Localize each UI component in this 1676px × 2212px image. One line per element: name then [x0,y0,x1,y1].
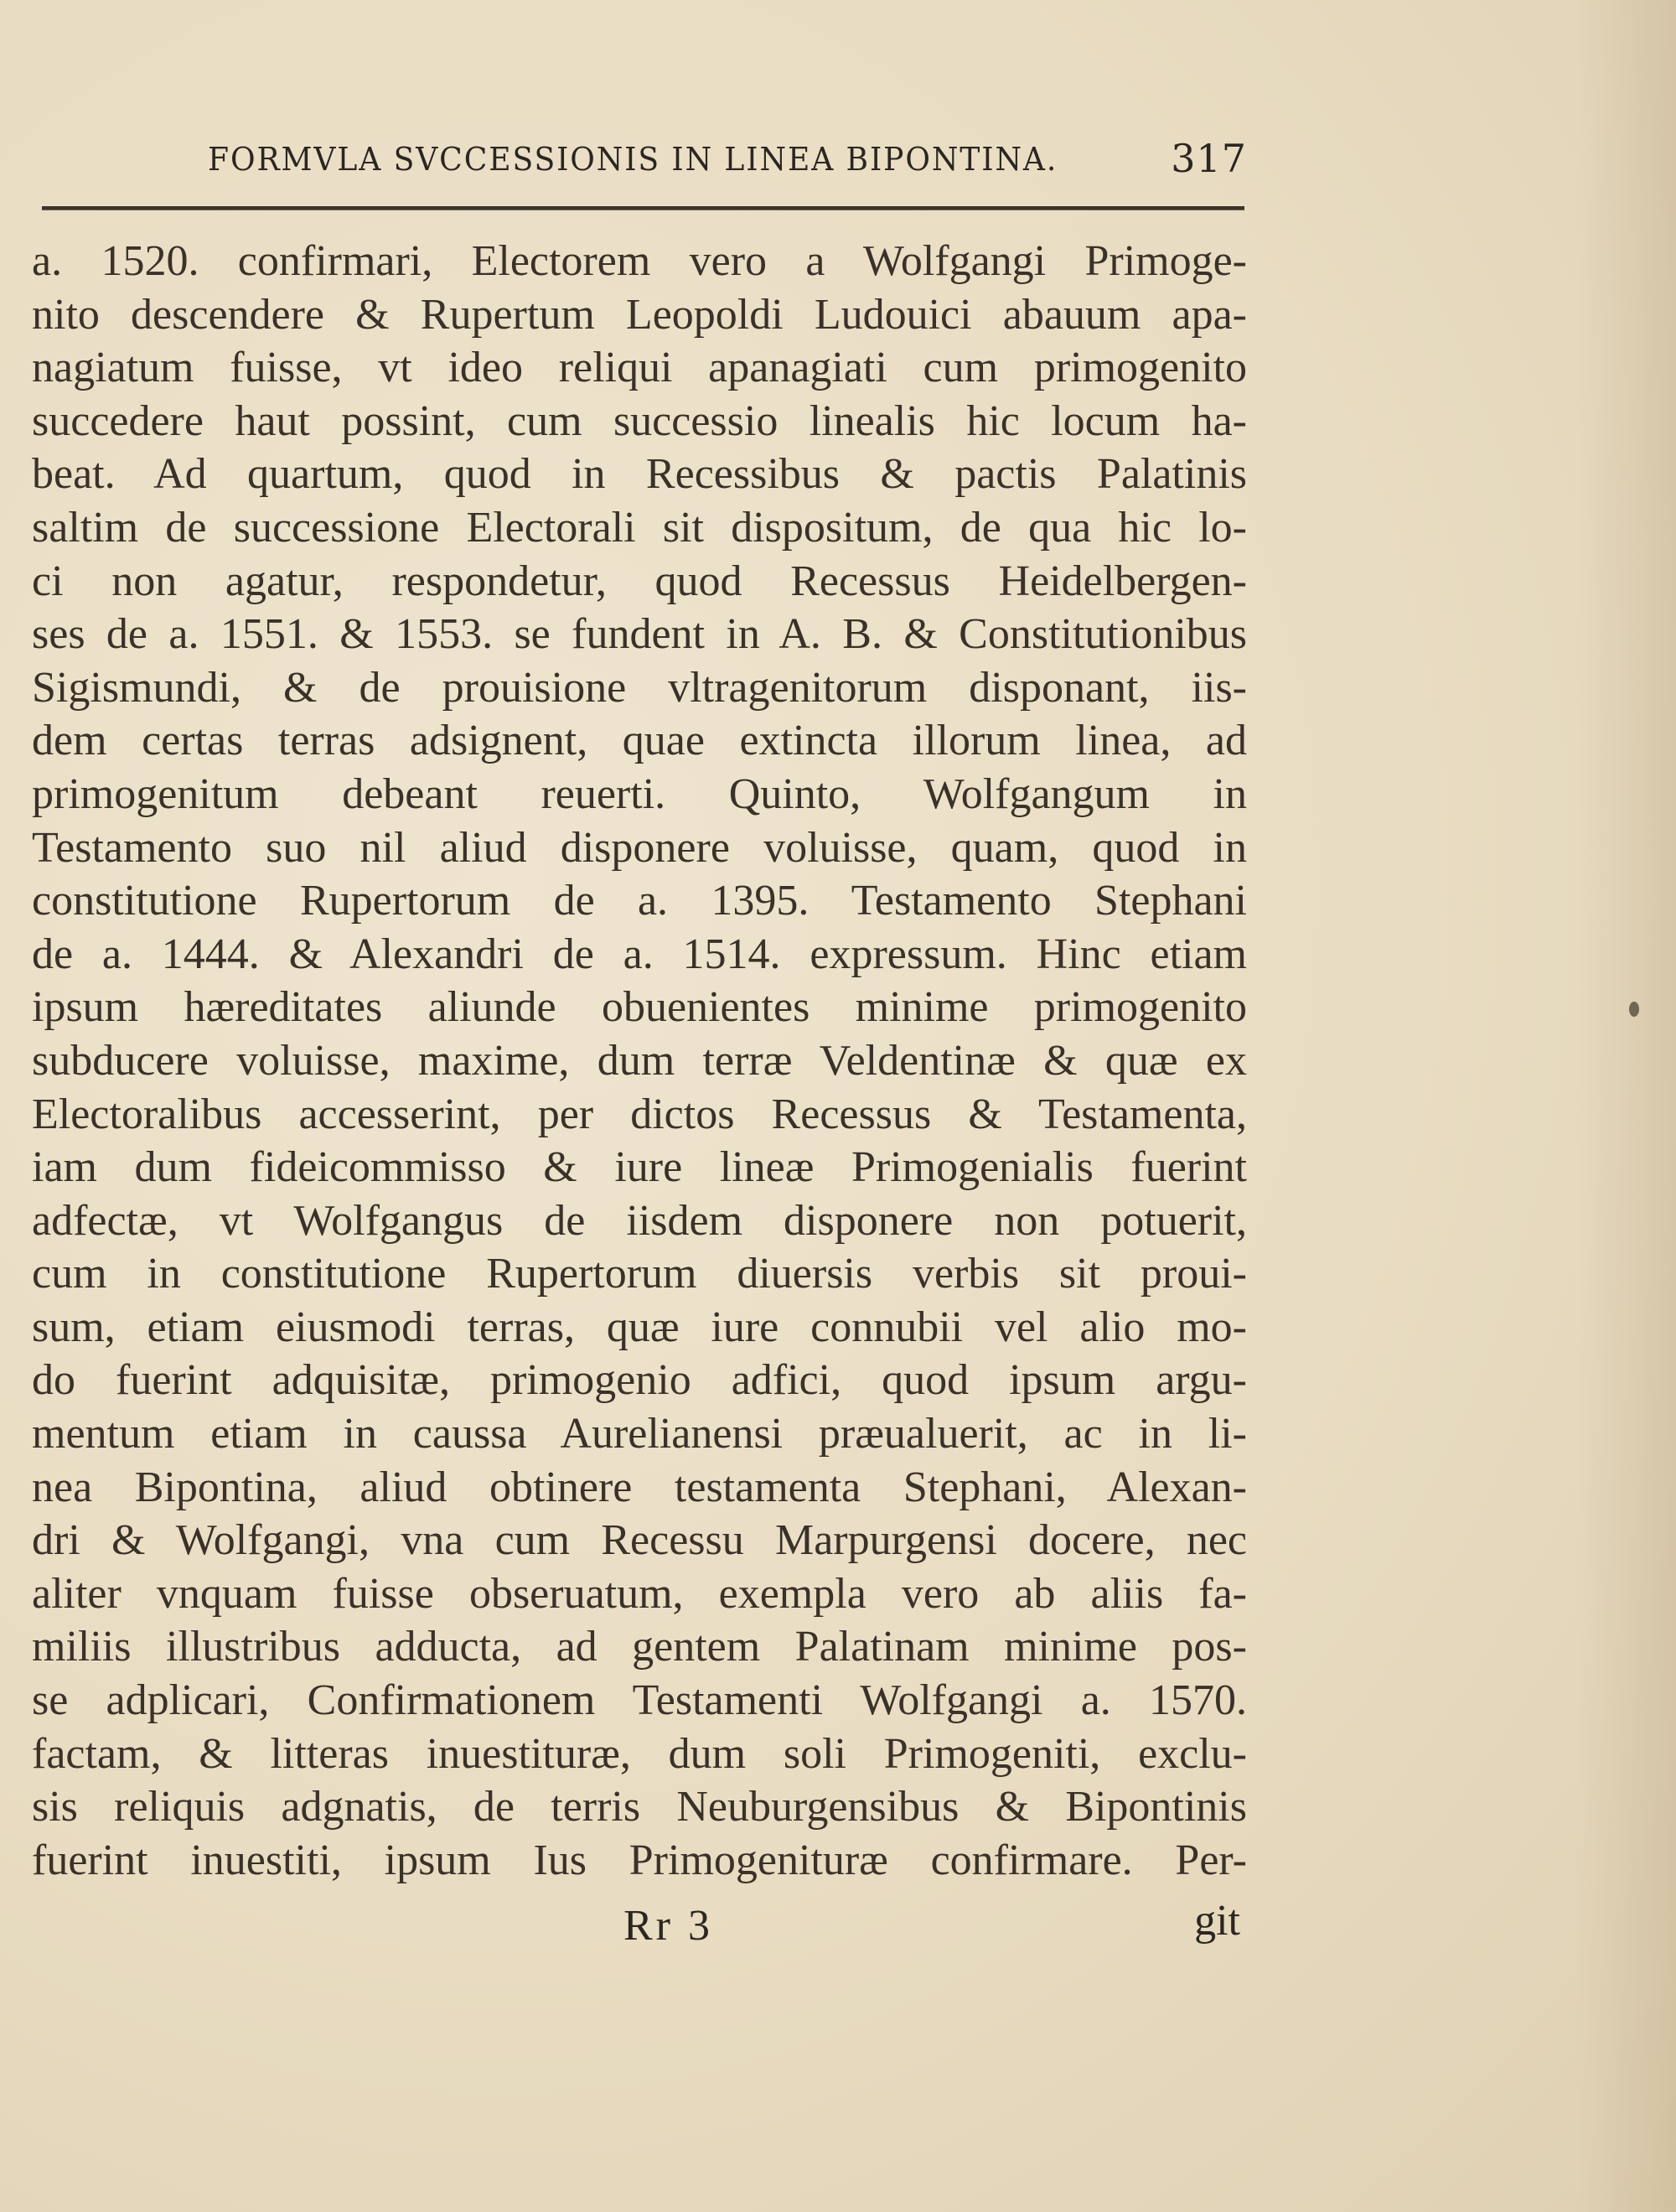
text-line: se adplicari, Confirmationem Testamenti Wolfgangi a. 1570. [32,1676,1247,1725]
body-text [32,235,1247,1887]
text-line: Sigismundi, & de prouisione vltragenitorum disponant, iis- [32,663,1247,712]
text-line: subducere voluisse, maxime, dum terræ Veldentinæ & quæ ex [32,1036,1247,1085]
text-line: do fuerint adquisitæ, primogenio adfici, quod ipsum argu- [32,1356,1247,1405]
text-line: factam, & litteras inuestituræ, dum soli Primogeniti, exclu- [32,1729,1247,1778]
page-header [208,136,1247,191]
signature-mark: Rr 3 [623,1902,713,1950]
text-line: de a. 1444. & Alexandri de a. 1514. expressum. Hinc etiam [32,930,1247,978]
text-line: dem certas terras adsignent, quae extincta illorum linea, ad [32,717,1247,765]
text-line: fuerint inuestiti, ipsum Ius Primogenituræ confirmare. Per- [32,1836,1247,1884]
text-line: dri & Wolfgangi, vna cum Recessu Marpurgensi docere, nec [32,1516,1247,1565]
text-line: ses de a. 1551. & 1553. se fundent in A. B. & Constitutionibus [32,610,1247,659]
text-line: nea Bipontina, aliud obtinere testamenta Stephani, Alexan- [32,1463,1247,1511]
text-line: miliis illustribus adducta, ad gentem Palatinam minime pos- [32,1623,1247,1671]
text-line: primogenitum debeant reuerti. Quinto, Wolfgangum in [32,769,1247,818]
text-line: mentum etiam in caussa Aurelianensi præualuerit, ac in li- [32,1410,1247,1458]
text-line: beat. Ad quartum, quod in Recessibus & pactis Palatinis [32,450,1247,499]
text-line: constitutione Rupertorum de a. 1395. Testamento Stephani [32,877,1247,925]
text-line: ipsum hæreditates aliunde obuenientes minime primogenito [32,983,1247,1032]
text-line: Electoralibus accesserint, per dictos Recessus & Testamenta, [32,1090,1247,1138]
catchword: git [1194,1897,1240,1945]
text-line: nito descendere & Rupertum Leopoldi Ludouici abauum apa- [32,290,1247,339]
text-line: iam dum fideicommisso & iure lineæ Primogenialis fuerint [32,1143,1247,1192]
text-line: sum, etiam eiusmodi terras, quæ iure connubii vel alio mo- [32,1303,1247,1351]
text-line: adfectæ, vt Wolfgangus de iisdem disponere non potuerit, [32,1196,1247,1245]
text-line: a. 1520. confirmari, Electorem vero a Wolfgangi Primoge- [32,237,1247,285]
header-rule [42,206,1244,210]
text-line: Testamento suo nil aliud disponere voluisse, quam, quod in [32,823,1247,872]
page-number: 317 [1171,136,1247,181]
text-line: ci non agatur, respondetur, quod Recessus Heidelbergen- [32,557,1247,605]
ink-spot [1629,1002,1639,1017]
running-title: FORMVLA SVCCESSIONIS IN LINEA BIPONTINA. [208,141,1058,178]
text-line: nagiatum fuisse, vt ideo reliqui apanagiati cum primogenito [32,344,1247,392]
text-line: saltim de successione Electorali sit dispositum, de qua hic lo- [32,503,1247,552]
text-line: succedere haut possint, cum successio linealis hic locum ha- [32,396,1247,445]
text-line: sis reliquis adgnatis, de terris Neuburgensibus & Bipontinis [32,1783,1247,1831]
text-line: aliter vnquam fuisse obseruatum, exempla vero ab aliis fa- [32,1569,1247,1618]
text-line: cum in constitutione Rupertorum diuersis verbis sit proui- [32,1250,1247,1298]
